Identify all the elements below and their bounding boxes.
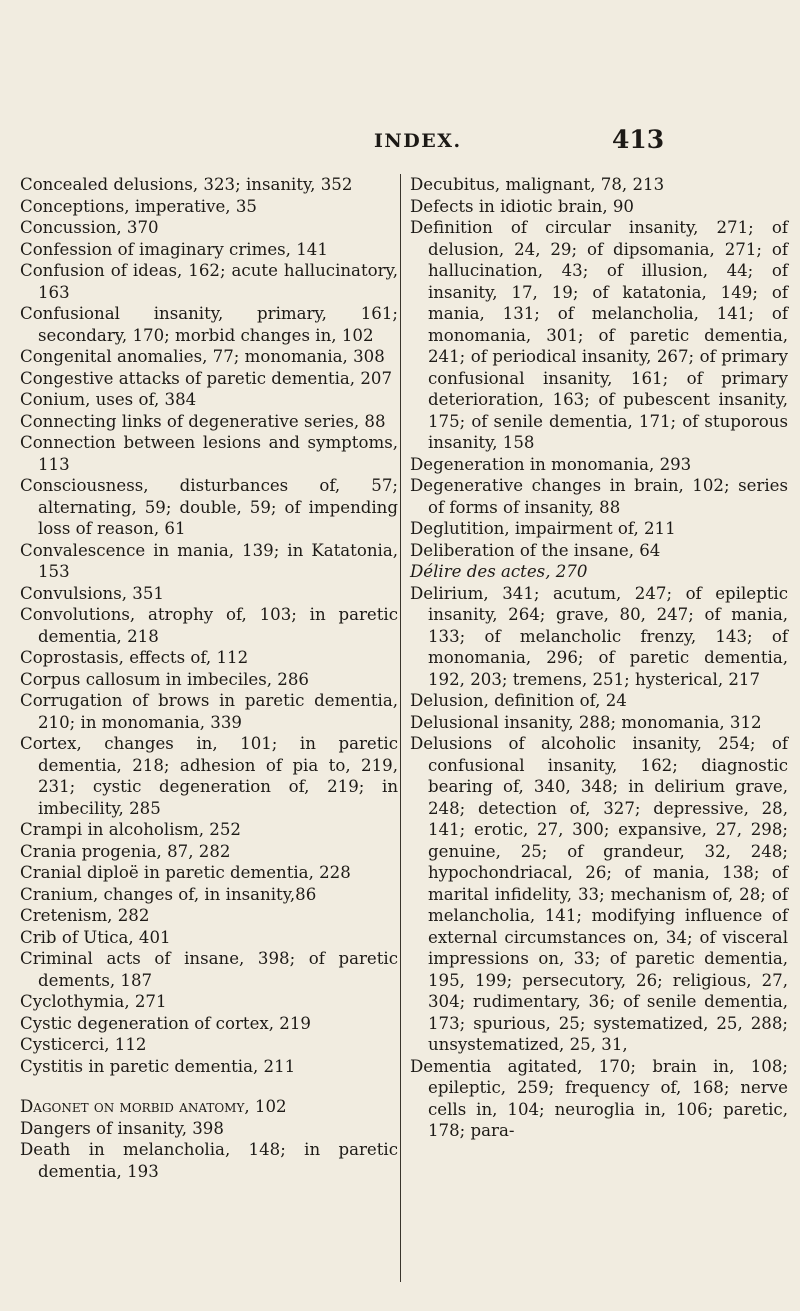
index-entry: Death in melancholia, 148; in paretic dementia, 193 — [20, 1140, 398, 1181]
index-entry: Degenerative changes in brain, 102; series of forms of insanity, 88 — [410, 476, 788, 517]
index-entry: Congestive attacks of paretic dementia, 207 — [20, 368, 393, 388]
index-entry: Dangers of insanity, 398 — [20, 1118, 224, 1138]
index-entry: Delirium, 341; acutum, 247; of epileptic insanity, 264; grave, 80, 247; of mania, 133; of melancholic frenzy, 143; of monomania, 296; of paretic dementia, 192, 203; tremens, 251; hysterical, 217 — [410, 583, 788, 689]
index-column-right — [410, 174, 788, 1142]
index-entry: Connection between lesions and symptoms, 113 — [20, 433, 398, 474]
index-entry: Conium, uses of, 384 — [20, 390, 197, 409]
index-entry: Cyclothymia, 271 — [20, 992, 167, 1011]
index-entry: Corrugation of brows in paretic dementia, 210; in monomania, 339 — [20, 691, 398, 732]
index-entry: Delusional insanity, 288; monomania, 312 — [410, 712, 762, 732]
index-entry: Confusion of ideas, 162; acute hallucinatory, 163 — [20, 261, 398, 302]
index-entry: Cystitis in paretic dementia, 211 — [20, 1056, 296, 1076]
index-entry: Concealed delusions, 323; insanity, 352 — [20, 175, 353, 194]
index-entry: Coprostasis, effects of, 112 — [20, 648, 249, 667]
index-entry: Délire des actes, 270 — [410, 562, 588, 581]
index-entry: Congenital anomalies, 77; monomania, 308 — [20, 347, 385, 366]
index-entry: Dagonet on morbid anatomy, 102 — [20, 1097, 287, 1116]
index-entry: Degeneration in monomania, 293 — [410, 454, 692, 474]
index-entry: Criminal acts of insane, 398; of paretic dements, 187 — [20, 949, 398, 990]
page-header — [0, 92, 800, 152]
index-entry: Dementia agitated, 170; brain in, 108; epileptic, 259; frequency of, 168; nerve cells in, 104; neuroglia in, 106; paretic, 178; para- — [410, 1056, 788, 1140]
index-entry: Convolutions, atrophy of, 103; in paretic dementia, 218 — [20, 605, 398, 646]
index-entry: Concussion, 370 — [20, 218, 159, 237]
index-entry: Cretenism, 282 — [20, 906, 150, 925]
index-entry: Connecting links of degenerative series, 88 — [20, 411, 386, 431]
index-entry: Convulsions, 351 — [20, 583, 164, 603]
index-entry: Decubitus, malignant, 78, 213 — [410, 175, 665, 194]
index-entry: Cortex, changes in, 101; in paretic dementia, 218; adhesion of pia to, 219, 231; cystic degeneration of, 219; in imbecility, 285 — [20, 734, 398, 818]
index-entry: Deliberation of the insane, 64 — [410, 540, 661, 560]
index-entry: Crib of Utica, 401 — [20, 927, 171, 947]
index-entry: Definition of circular insanity, 271; of delusion, 24, 29; of dipsomania, 271; of hallucination, 43; of illusion, 44; of insanity, 17, 19; of katatonia, 149; of mania, 131; of melancholia, 141; of monomania, 301; of paretic dementia, 241; of periodical insanity, 267; of primary confusional insanity, 161; of primary deterioration, 163; of pubescent insanity, 175; of senile dementia, 171; of stuporous insanity, 158 — [410, 218, 788, 452]
index-entry: Cranium, changes of, in insanity,86 — [20, 884, 317, 904]
index-entry: Deglutition, impairment of, 211 — [410, 519, 676, 538]
index-entry: Confession of imaginary crimes, 141 — [20, 239, 328, 259]
running-title: INDEX. — [374, 130, 462, 152]
index-entry: Cranial diploë in paretic dementia, 228 — [20, 863, 351, 882]
index-entry: Confusional insanity, primary, 161; secondary, 170; morbid changes in, 102 — [20, 304, 398, 345]
column-divider — [400, 174, 401, 1282]
index-entry: Cystic degeneration of cortex, 219 — [20, 1013, 311, 1033]
index-entry: Crampi in alcoholism, 252 — [20, 820, 241, 839]
index-entry: Corpus callosum in imbeciles, 286 — [20, 669, 309, 689]
index-entry: Cysticerci, 112 — [20, 1035, 147, 1054]
page-number: 413 — [612, 125, 665, 154]
index-entry: Defects in idiotic brain, 90 — [410, 196, 634, 216]
index-entry: Consciousness, disturbances of, 57; alternating, 59; double, 59; of impending loss of reason, 61 — [20, 476, 398, 538]
index-entry: Delusion, definition of, 24 — [410, 691, 627, 710]
index-entry: Convalescence in mania, 139; in Katatonia, 153 — [20, 540, 398, 581]
index-entry: Conceptions, imperative, 35 — [20, 196, 257, 216]
index-entry: Crania progenia, 87, 282 — [20, 841, 231, 861]
index-entry: Delusions of alcoholic insanity, 254; of confusional insanity, 162; diagnostic bearing of, 340, 348; in delirium grave, 248; detection of, 327; depressive, 28, 141; erotic, 27, 300; expansive, 27, 298; genuine, 25; of grandeur, 32, 248; hypochondriacal, 26; of mania, 138; of marital infidelity, 33; mechanism of, 28; of melancholia, 141; modifying influence of external circumstances on, 34; of visceral impressions on, 33; of paretic dementia, 195, 199; persecutory, 26; religious, 27, 304; rudimentary, 36; of senile dementia, 173; spurious, 25; systematized, 25, 288; unsystematized, 25, 31, — [410, 734, 788, 1054]
index-column-left — [20, 174, 398, 1182]
